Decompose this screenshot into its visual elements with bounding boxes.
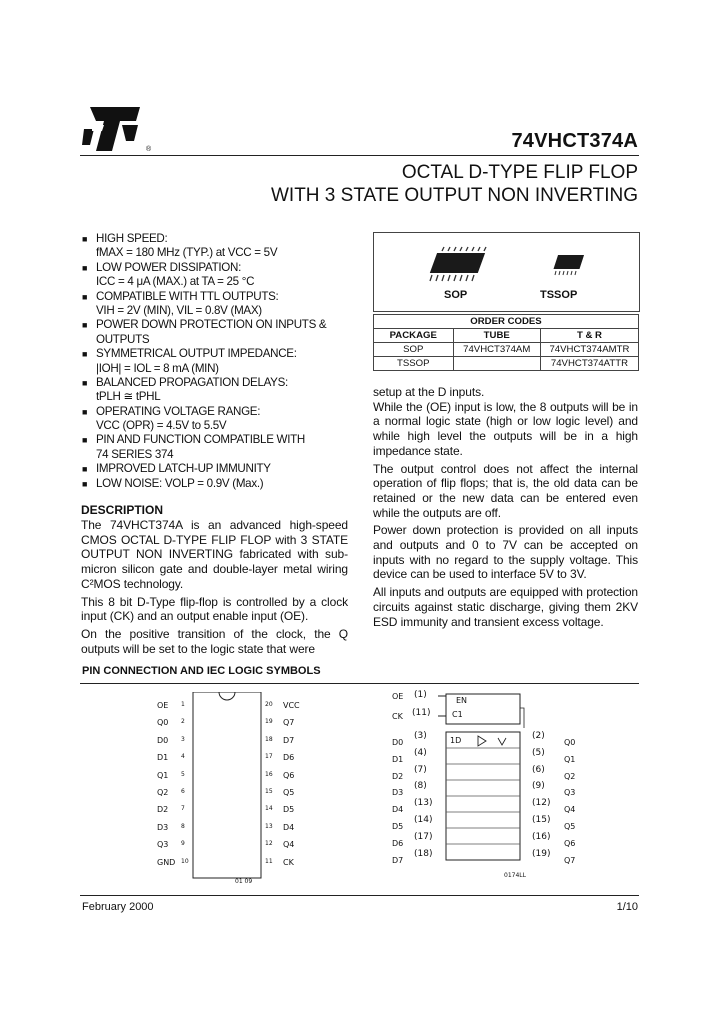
order-codes-title: ORDER CODES <box>374 315 639 329</box>
pin-number: 5 <box>181 770 185 778</box>
pin-number: 15 <box>265 788 273 795</box>
order-codes-table <box>373 314 639 371</box>
feature-text: SYMMETRICAL OUTPUT IMPEDANCE: <box>96 347 297 361</box>
footer-date: February 2000 <box>82 901 154 913</box>
pin-number: 9 <box>181 840 185 848</box>
pin-name: CK <box>283 857 294 867</box>
iec-pin-number: (6) <box>532 764 545 775</box>
pin-name: Q2 <box>157 788 169 797</box>
iec-pin-number: (16) <box>532 831 551 842</box>
feature-detail <box>80 246 355 260</box>
iec-pin-number: (5) <box>532 747 545 758</box>
description-right <box>373 385 638 629</box>
iec-ck-label: CK <box>392 712 403 721</box>
pin-number: 14 <box>265 805 273 813</box>
pin-name: D4 <box>283 822 295 832</box>
pin-number: 7 <box>181 805 185 813</box>
feature-text: 74 SERIES 374 <box>96 447 174 461</box>
feature-text: BALANCED PROPAGATION DELAYS: <box>96 375 288 389</box>
feature-text: LOW POWER DISSIPATION: <box>96 260 241 274</box>
iec-pin-number: (1) <box>414 690 427 700</box>
iec-pin-number: (8) <box>414 781 427 792</box>
package-box <box>373 232 640 312</box>
pin-number: 8 <box>181 822 185 830</box>
feature-item <box>80 462 355 476</box>
feature-text: PIN AND FUNCTION COMPATIBLE WITH <box>96 433 305 447</box>
description-heading: DESCRIPTION <box>81 503 164 517</box>
pin-name: VCC <box>283 701 300 710</box>
bullet-icon: ■ <box>82 406 88 417</box>
feature-detail <box>80 275 355 289</box>
iec-oe-label: OE <box>392 692 404 701</box>
pin-number: 17 <box>265 753 273 761</box>
feature-item <box>80 318 355 332</box>
pin-name: D3 <box>157 822 169 832</box>
description-paragraph: Power down protection is provided on all inputs and outputs and 0 to 7V can be accepted on inputs with no regard to the supply voltage. This device can be used to interface 5V to 3V. <box>373 523 638 582</box>
iec-pin-number: (19) <box>532 848 551 859</box>
order-cell: 74VHCT374ATTR <box>540 357 638 371</box>
pin-name: Q5 <box>283 788 295 797</box>
feature-detail <box>80 448 355 462</box>
pin-number: 12 <box>265 840 273 848</box>
pin-caption: 01 09 <box>235 878 253 885</box>
pin-name: Q4 <box>283 840 295 850</box>
table-row <box>374 357 639 371</box>
iec-pin-number: (11) <box>412 708 431 718</box>
iec-input-label: D1 <box>392 754 404 764</box>
feature-detail <box>80 390 355 404</box>
title-line-2: WITH 3 STATE OUTPUT NON INVERTING <box>270 185 638 206</box>
iec-output-label: Q1 <box>564 754 576 764</box>
sop-package-icon <box>422 245 492 287</box>
feature-item <box>80 376 355 390</box>
iec-pin-number: (9) <box>532 781 545 792</box>
footer-page: 1/10 <box>616 901 638 913</box>
iec-output-label: Q0 <box>564 738 576 747</box>
iec-output-label: Q7 <box>564 855 576 865</box>
feature-text: COMPATIBLE WITH TTL OUTPUTS: <box>96 289 279 303</box>
bullet-icon: ■ <box>82 464 88 475</box>
iec-en-label: EN <box>456 696 468 705</box>
pin-number: 11 <box>265 857 273 865</box>
order-cell: 74VHCT374AM <box>453 343 540 357</box>
description-paragraph: While the (OE) input is low, the 8 outputs will be in a normal logic state (high or low logic level) and while high level the outputs will be in a high impedance state. <box>373 399 638 458</box>
pin-name: Q3 <box>157 840 169 850</box>
feature-text: IMPROVED LATCH-UP IMMUNITY <box>96 462 271 476</box>
pin-name: GND <box>157 857 176 867</box>
feature-text: LOW NOISE: VOLP = 0.9V (Max.) <box>96 476 264 490</box>
description-paragraph: On the positive transition of the clock, the Q outputs will be set to the logic state that were <box>81 626 348 656</box>
pin-name: OE <box>157 701 169 710</box>
iec-pin-number: (2) <box>532 731 545 741</box>
order-col-package: PACKAGE <box>374 329 454 343</box>
bullet-icon: ■ <box>82 320 88 331</box>
pin-number: 4 <box>181 753 185 761</box>
feature-item <box>80 232 355 246</box>
iec-output-label: Q4 <box>564 805 576 815</box>
feature-text: fMAX = 180 MHz (TYP.) at VCC = 5V <box>96 246 278 260</box>
feature-text: VIH = 2V (MIN), VIL = 0.8V (MAX) <box>96 303 262 317</box>
description-paragraph: All inputs and outputs are equipped with protection circuits against static discharge, giving them 2KV ESD immunity and transient excess voltage. <box>373 585 638 629</box>
feature-detail <box>80 333 355 347</box>
iec-pin-number: (18) <box>414 848 433 859</box>
feature-item <box>80 290 355 304</box>
sop-label: SOP <box>444 289 468 301</box>
feature-text: tPLH ≅ tPHL <box>96 390 161 404</box>
pin-name: D1 <box>157 753 169 763</box>
iec-input-label: D4 <box>392 805 404 815</box>
header-rule <box>80 155 639 156</box>
pin-name: D0 <box>157 735 169 745</box>
order-col-tr: T & R <box>540 329 638 343</box>
feature-detail <box>80 304 355 318</box>
order-cell: SOP <box>374 343 454 357</box>
bullet-icon: ■ <box>82 262 88 273</box>
feature-text: VCC (OPR) = 4.5V to 5.5V <box>96 419 227 433</box>
feature-item <box>80 433 355 447</box>
order-cell: 74VHCT374AMTR <box>540 343 638 357</box>
iec-input-label: D5 <box>392 822 404 831</box>
iec-pin-number: (15) <box>532 815 551 825</box>
pin-connection-diagram <box>151 692 301 886</box>
feature-detail <box>80 419 355 433</box>
feature-text: |IOH| = IOL = 8 mA (MIN) <box>96 361 219 375</box>
footer-rule <box>80 895 639 896</box>
bullet-icon: ■ <box>82 291 88 302</box>
iec-logic-symbol <box>386 688 586 884</box>
pin-name: D5 <box>283 805 295 815</box>
feature-item <box>80 477 355 491</box>
pin-number: 1 <box>181 701 185 708</box>
feature-detail <box>80 362 355 376</box>
pin-name: Q7 <box>283 718 295 728</box>
iec-pin-number: (14) <box>414 815 433 825</box>
part-number: 74VHCT374A <box>511 130 638 152</box>
iec-caption: 0174LL <box>504 872 526 879</box>
pin-number: 10 <box>181 857 189 865</box>
iec-input-label: D3 <box>392 788 404 798</box>
iec-pin-number: (13) <box>414 798 433 809</box>
pin-name: Q1 <box>157 770 169 780</box>
pin-name: D2 <box>157 805 169 815</box>
bullet-icon: ■ <box>82 478 88 489</box>
iec-output-label: Q3 <box>564 788 576 798</box>
pin-number: 19 <box>265 718 273 726</box>
bullet-icon: ■ <box>82 377 88 388</box>
bullet-icon: ■ <box>82 349 88 360</box>
pin-number: 3 <box>181 735 185 743</box>
pin-number: 16 <box>265 770 273 778</box>
description-left <box>81 518 348 656</box>
description-paragraph: The 74VHCT374A is an advanced high-speed CMOS OCTAL D-TYPE FLIP FLOP with 3 STATE OUTPUT NON INVERTING fabricated with sub-micron silicon gate and double-layer metal wiring C²MOS technology. <box>81 518 348 591</box>
pin-section-heading: PIN CONNECTION AND IEC LOGIC SYMBOLS <box>82 665 321 677</box>
description-paragraph: setup at the D inputs. <box>373 385 485 399</box>
iec-output-label: Q2 <box>564 771 576 781</box>
tssop-package-icon <box>548 249 592 279</box>
pin-section-rule <box>80 683 639 684</box>
iec-pin-number: (4) <box>414 747 427 758</box>
iec-output-label: Q5 <box>564 822 576 831</box>
iec-pin-number: (12) <box>532 798 551 809</box>
iec-c1-label: C1 <box>452 710 463 719</box>
iec-pin-number: (7) <box>414 764 427 775</box>
pin-name: D7 <box>283 735 295 745</box>
pin-name: Q6 <box>283 770 295 780</box>
iec-pin-number: (3) <box>414 731 427 741</box>
pin-name: Q0 <box>157 718 169 728</box>
bullet-icon: ■ <box>82 234 88 244</box>
table-row <box>374 343 639 357</box>
feature-list <box>80 232 355 491</box>
svg-text:®: ® <box>146 146 152 153</box>
order-col-tube: TUBE <box>453 329 540 343</box>
feature-item <box>80 347 355 361</box>
feature-text: OPERATING VOLTAGE RANGE: <box>96 404 261 418</box>
iec-output-label: Q6 <box>564 838 576 848</box>
iec-input-label: D0 <box>392 738 404 747</box>
feature-item <box>80 405 355 419</box>
st-logo <box>82 101 162 159</box>
bullet-icon: ■ <box>82 435 88 446</box>
iec-input-label: D6 <box>392 838 404 848</box>
feature-text: ICC = 4 μA (MAX.) at TA = 25 °C <box>96 275 255 289</box>
pin-number: 13 <box>265 822 273 830</box>
description-paragraph: The output control does not affect the internal operation of flip flops; that is, the old data can be retained or the new data can be entered even while the outputs are off. <box>373 461 638 520</box>
order-cell: TSSOP <box>374 357 454 371</box>
iec-input-label: D2 <box>392 771 404 781</box>
feature-text: POWER DOWN PROTECTION ON INPUTS & <box>96 318 327 332</box>
description-paragraph: This 8 bit D-Type flip-flop is controlled by a clock input (CK) and an output enable input (OE). <box>81 594 348 624</box>
iec-pin-number: (17) <box>414 831 433 842</box>
feature-text: OUTPUTS <box>96 332 150 346</box>
order-cell <box>453 357 540 371</box>
iec-input-label: D7 <box>392 855 404 865</box>
title-line-1: OCTAL D-TYPE FLIP FLOP <box>401 162 638 183</box>
pin-name: D6 <box>283 753 295 763</box>
pin-number: 2 <box>181 718 185 726</box>
pin-number: 20 <box>265 701 273 708</box>
pin-number: 6 <box>181 788 185 795</box>
feature-text: HIGH SPEED: <box>96 232 168 245</box>
iec-d-label: 1D <box>450 736 462 745</box>
pin-number: 18 <box>265 735 273 743</box>
feature-item <box>80 261 355 275</box>
tssop-label: TSSOP <box>540 289 578 301</box>
